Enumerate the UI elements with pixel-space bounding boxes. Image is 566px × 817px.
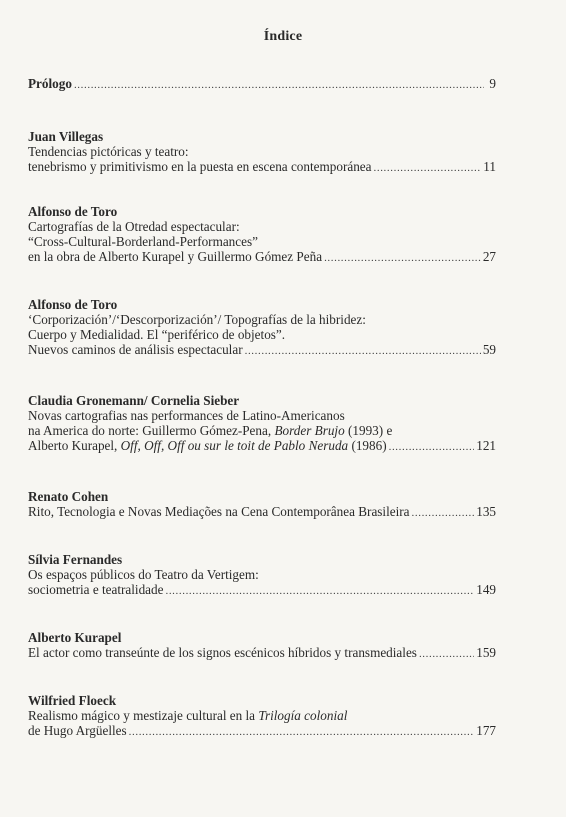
page-number: 177 xyxy=(476,723,496,738)
dot-leader xyxy=(374,161,482,176)
title-text: Alberto Kurapel, xyxy=(28,438,121,453)
entry-author: Renato Cohen xyxy=(28,489,109,504)
toc-line-with-page xyxy=(28,159,496,174)
page-title: Índice xyxy=(263,29,303,44)
page-number: 11 xyxy=(483,159,496,174)
page-number: 159 xyxy=(476,645,496,660)
dot-leader xyxy=(165,584,474,599)
entry-title-line: Cuerpo y Medialidad. El “periférico de objetos”. xyxy=(28,327,286,342)
page-number: 149 xyxy=(476,582,496,597)
toc-entry-detoro-1 xyxy=(28,204,496,264)
page-number: 59 xyxy=(482,342,496,357)
entry-title-line xyxy=(28,708,496,723)
title-text: (1993) e xyxy=(344,423,393,438)
toc-entry-prologo xyxy=(28,76,496,91)
dot-leader xyxy=(412,506,475,521)
toc-entry-detoro-2 xyxy=(28,297,496,357)
title-italic: Trilogía colonial xyxy=(258,708,348,723)
toc-line-with-page xyxy=(28,438,496,453)
title-text: (1986) xyxy=(348,438,387,453)
entry-title-line: “Cross-Cultural-Borderland-Performances” xyxy=(28,234,258,249)
title-text: Realismo mágico y mestizaje cultural en la xyxy=(28,708,259,723)
page-number: 135 xyxy=(476,504,496,519)
toc-line-with-page xyxy=(28,249,496,264)
entry-title-end: Nuevos caminos de análisis espectacular xyxy=(28,342,243,357)
entry-title-line: ‘Corporización’/‘Descorporización’/ Topografías de la hibridez: xyxy=(28,312,366,327)
dot-leader xyxy=(129,725,475,740)
entry-title-end xyxy=(28,438,387,453)
entry-title-end: sociometria e teatralidade xyxy=(28,582,164,597)
title-text: na America do norte: Guillermo Gómez-Pena, xyxy=(28,423,275,438)
toc-entry-kurapel xyxy=(28,630,496,660)
toc-entry-fernandes xyxy=(28,552,496,597)
toc-line-with-page xyxy=(28,582,496,597)
entry-author: Wilfried Floeck xyxy=(28,693,117,708)
toc-line-with-page xyxy=(28,76,496,91)
title-italic: Border Brujo xyxy=(274,423,345,438)
entry-title-end: tenebrismo y primitivismo en la puesta en escena contemporánea xyxy=(28,159,372,174)
toc-line-with-page xyxy=(28,645,496,660)
entry-author: Sílvia Fernandes xyxy=(28,552,123,567)
toc-entry-villegas xyxy=(28,129,496,174)
entry-author: Alberto Kurapel xyxy=(28,630,122,645)
title-italic: Off, Off, Off ou sur le toit de Pablo Neruda xyxy=(120,438,349,453)
entry-author: Claudia Gronemann/ Cornelia Sieber xyxy=(28,393,240,408)
toc-line-with-page xyxy=(28,723,496,738)
entry-author: Alfonso de Toro xyxy=(28,204,118,219)
dot-leader xyxy=(74,78,484,93)
toc-line-with-page xyxy=(28,504,496,519)
page-number: 121 xyxy=(476,438,496,453)
page-number: 9 xyxy=(489,76,496,91)
toc-line-with-page xyxy=(28,342,496,357)
dot-leader xyxy=(245,344,481,359)
entry-title-end: Rito, Tecnologia e Novas Mediações na Cena Contemporânea Brasileira xyxy=(28,504,410,519)
entry-title-line: Cartografías de la Otredad espectacular: xyxy=(28,219,240,234)
dot-leader xyxy=(324,251,481,266)
dot-leader xyxy=(389,440,475,455)
toc-entry-floeck xyxy=(28,693,496,738)
entry-title: Prólogo xyxy=(28,76,72,91)
entry-author: Alfonso de Toro xyxy=(28,297,118,312)
toc-entry-gronemann-sieber xyxy=(28,393,496,453)
entry-title-end: El actor como transeúnte de los signos escénicos híbridos y transmediales xyxy=(28,645,417,660)
entry-title-end: en la obra de Alberto Kurapel y Guillermo Gómez Peña xyxy=(28,249,323,264)
page-number: 27 xyxy=(482,249,496,264)
dot-leader xyxy=(419,647,474,662)
entry-title-line xyxy=(28,423,496,438)
entry-author: Juan Villegas xyxy=(28,129,104,144)
toc-entry-cohen xyxy=(28,489,496,519)
entry-title-line: Tendencias pictóricas y teatro: xyxy=(28,144,189,159)
entry-title-line: Novas cartografias nas performances de Latino-Americanos xyxy=(28,408,345,423)
entry-title-end: de Hugo Argüelles xyxy=(28,723,127,738)
entry-title-line: Os espaços públicos do Teatro da Vertigem: xyxy=(28,567,259,582)
